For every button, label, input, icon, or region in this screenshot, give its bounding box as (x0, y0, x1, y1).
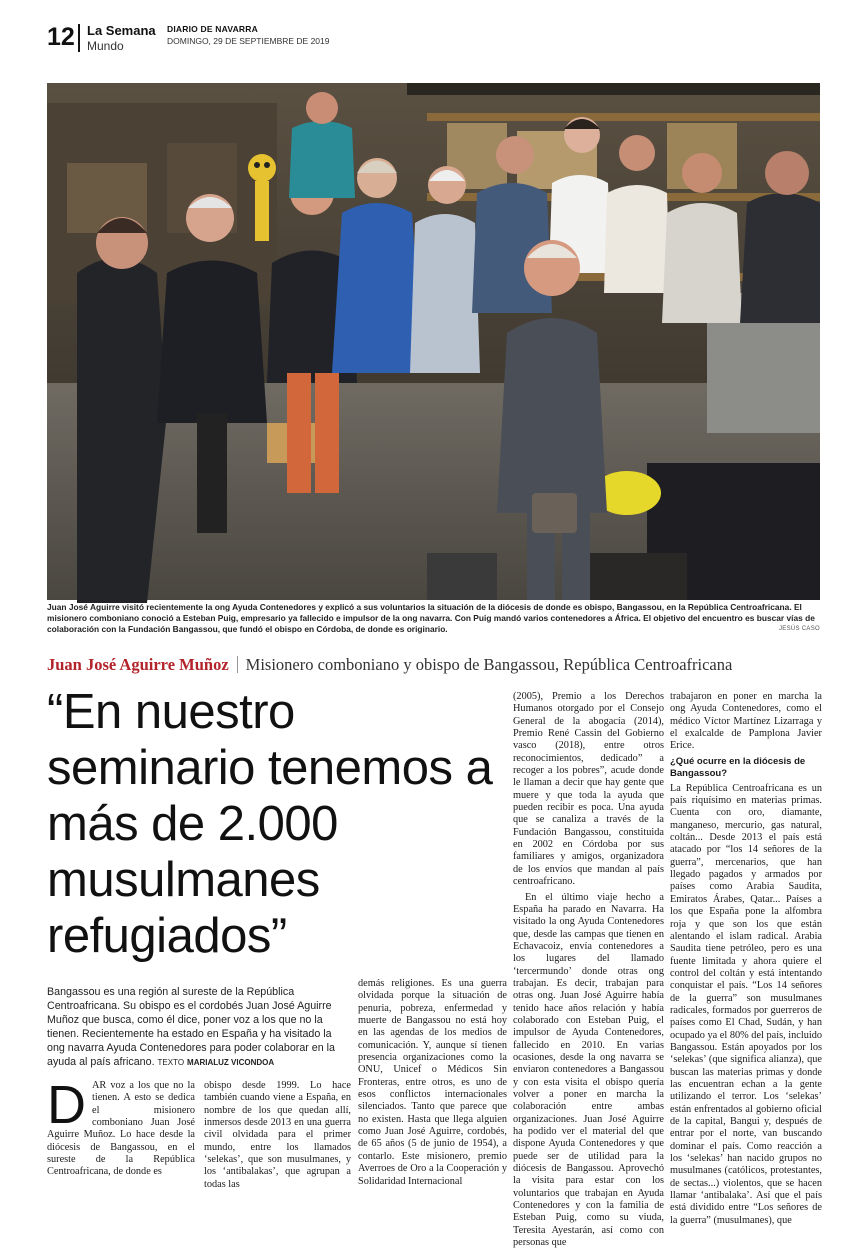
intro-credit-label: TEXTO (157, 1057, 185, 1067)
article-photo (47, 83, 820, 600)
page-number: 12 (47, 23, 75, 51)
body-column-1 (47, 1075, 195, 1182)
body-paragraph: demás religiones. Es una guerra olvidada porque la situación de penuria, pobreza, enfermedad y muerte de Bangassou no está hoy en las agendas de los medios de comunicación. Y, aunque sí tienen presencia organizaciones como la ONU, Unicef o Médicos Sin Fronteras, entre otros, es uno de esos conflictos internacionales silenciados. Tanto que parece que no existen. Hasta que llega alguien como Juan José Aguirre, cordobés, de 65 años (5 de junio de 1954), a contarlo. Este misionero, premio Averroes de Oro a la Cooperación y Solidaridad Internacional (358, 978, 507, 1187)
interview-question: ¿Qué ocurre en la diócesis de Bangassou? (670, 755, 806, 779)
body-paragraph: obispo desde 1999. Lo hace también cuando viene a España, en nombre de los que quedan allí, inmersos desde 2013 en una guerra civil olvidada para el primer mundo, entre los llamados ‘selekas’, que son musulmanes, y los ‘antibalakas’, que agrupan a todas las (204, 1080, 351, 1190)
section-name: La Semana (87, 23, 156, 38)
photo-credit: JESÚS CASO (778, 626, 820, 632)
drop-cap: D (47, 1075, 86, 1135)
issue-date: DOMINGO, 29 DE SEPTIEMBRE DE 2019 (167, 36, 330, 46)
photo-caption: Juan José Aguirre visitó recientemente la ong Ayuda Contenedores y explicó a sus voluntarios la situación de la diócesis de donde es obispo, Bangassou, en la República Centroafricana. El misionero comboniano conoció a Esteban Puig, empresario ya fallecido e impulsor de la ong navarra. Con Puig mandó varios contenedores a África. El objetivo del encuentro es buscar vías de colaboración con la Fundación Bangassou, que fundó el obispo en Córdoba, de donde es originario. (47, 602, 815, 635)
intro-author: MARIALUZ VICONDOA (187, 1057, 275, 1067)
intro-text: Bangassou es una región al sureste de la República Centroafricana. Su obispo es el cordobés Juan José Aguirre Muñoz que busca, como él dice, poner voz a los que no la tienen. Recientemente ha estado en España y ha visitado la ong navarra Ayuda Contenedores para poder colaborar en la ayuda al país africano. (47, 986, 335, 1068)
masthead-divider (78, 24, 80, 52)
body-paragraph: En el último viaje hecho a España ha parado en Navarra. Ha visitado la ong Ayuda Contenedores que, desde las campas que tienen en Echavacoiz, envía contenedores a los lugares del llamado ‘tercermundo’ donde otras ong trabajan. Es decir, trabajan para otras ong. Juan José Aguirre había tenido hace años relación y había colaborado con Esteban Puig, el impulsor de Ayuda Contenedores, fallecido en 2010. En varias ocasiones, desde la ong navarra se enviaron contenedores a Bangassou y con esta visita el obispo quería volver a poner en marcha la colaboración entre ambas organizaciones. Juan José Aguirre ha podido ver el material del que dispone Ayuda Contenedores y que puede ser de utilidad para la diócesis de Bangassou. Aprovechó la visita para estar con los voluntarios que trabajan en Ayuda Contenedores y con la familia de Esteban Puig, como su viuda, Teresita Ayestarán, así como con personas que (513, 891, 664, 1249)
body-paragraph: AR voz a los que no la tienen. A esto se dedica el misionero comboniano Juan José Aguirre Muñoz. Lo hace desde la diócesis de Bangassou, en el sureste de la República Centroafricana, de donde es (47, 1080, 195, 1178)
article-intro (47, 986, 345, 1069)
byline (47, 655, 822, 679)
body-paragraph: (2005), Premio a los Derechos Humanos otorgado por el Consejo General de la abogacía (2014), Premio René Cassin del Gobierno vasco (2018), entre otros reconocimientos, dedicado” a recoger a los pobres”, acude donde le llaman a decir que hay gente que muere y que toda la ayuda que pueden recibir es poca. Una ayuda que se canaliza a través de la Fundación Bangassou, constituida en 2002 en Córdoba por sus familiares y amigos, organizadora de los envíos que mandan al país centroafricano. (513, 691, 664, 888)
body-column-2 (204, 1080, 351, 1194)
headline: “En nuestro seminario tenemos a más de 2.000 musulmanes refugiados” (47, 685, 493, 963)
interviewee-name: Juan José Aguirre Muñoz (47, 655, 229, 674)
body-column-5 (670, 691, 822, 1230)
byline-divider (237, 656, 238, 673)
newspaper-name: DIARIO DE NAVARRA (167, 24, 258, 34)
body-paragraph: trabajaron en poner en marcha la ong Ayuda Contenedores, como el médico Víctor Martínez Lizarraga y el exalcalde de Pamplona Javier Erice. (670, 691, 822, 752)
body-column-3 (358, 978, 507, 1191)
subsection-name: Mundo (87, 39, 124, 53)
body-column-4 (513, 691, 664, 1252)
interviewee-role: Misionero comboniano y obispo de Bangassou, República Centroafricana (245, 655, 733, 674)
body-paragraph: La República Centroafricana es un país riquísimo en materias primas. Cuenta con oro, diamante, manganeso, mercurio, gas natural, coltán... Desde 2013 el país está atacado por “los 14 señores de la guerra”, mercenarios, que han llegado pagados y armados por países como Arabia Saudita, Emiratos Árabes, Qatar... Países a los que España pone la alfombra roja y que son los que están alentando el islam radical. Arabia Saudita tiene petróleo, pero es una fuente limitada y ahora quiere el control del coltán y está intentando conquistar el país. “Los 14 señores de la guerra” son musulmanes radicales, formados por guerreros de países como El Chad, Sudán, y han ocupado ya el 80% del país, incluido Bangassou. Están apoyados por los ‘selekas’ (que significa alianza), que buscan las materias primas y donde las encuentran echan a la gente utilizando el terror. Los ‘selekas’ están enfrentados al gobierno oficial de la capital, Bangui y, después de entrar por el norte, van buscando dominar el país. Como reacción a los ‘selekas’ han nacido grupos no musulmanes (católicos, protestantes, de sectas...) violentos, que se hacen llamar ‘antibalaka’. Así que el país está dividido entre “Los señores de la guerra” (musulmanes), que (670, 782, 822, 1226)
masthead (47, 22, 822, 56)
